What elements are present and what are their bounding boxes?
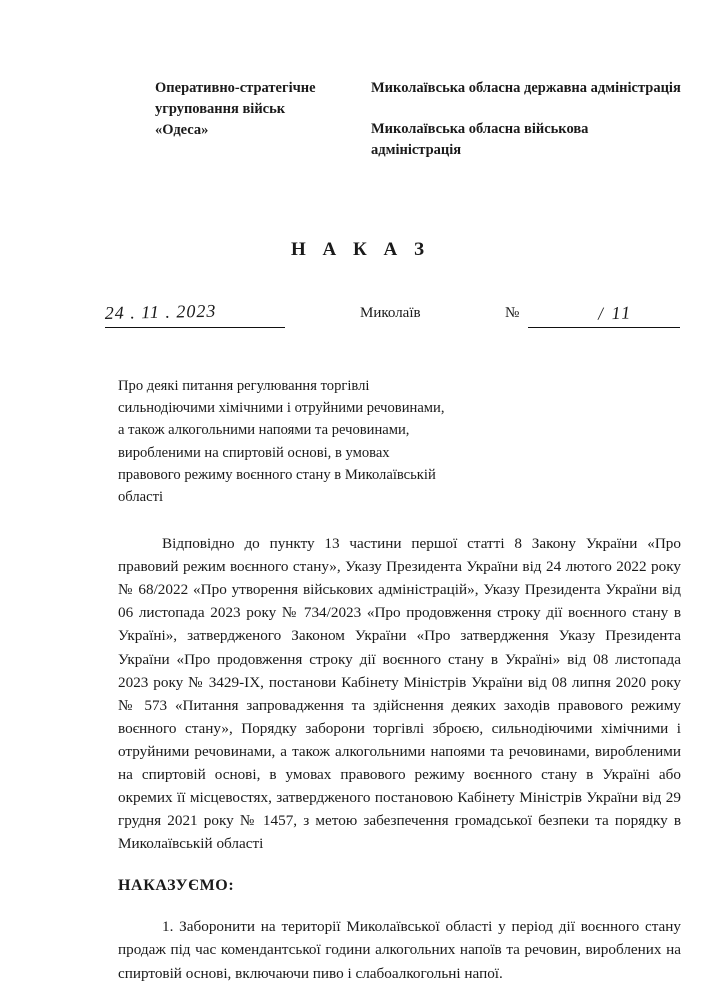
- document-subject: Про деякі питання регулювання торгівлі сильнодіючими хімічними і отруйними речовинами, а також алкогольними напоями та речовинами, виробленими на спиртовій основі, в умовах правового режиму воєнного стану в Миколаївській області: [118, 378, 445, 505]
- page-title: Н А К А З: [290, 239, 431, 261]
- header-left-line-3: «Одеса»: [155, 122, 209, 139]
- document-number-label: №: [505, 305, 520, 322]
- order-keyword: НАКАЗУЄМО:: [118, 877, 235, 895]
- document-meta-row: [0, 300, 721, 337]
- document-date: 24 . 11 . 2023: [104, 300, 217, 324]
- header-right-military-administration: Миколаївська обласна військова адміністрація: [371, 121, 589, 159]
- document-number-rule: [528, 327, 680, 328]
- document-body: [0, 532, 721, 855]
- header-left-line-1: Оперативно-стратегічне: [155, 80, 316, 96]
- clause-1: 1. Заборонити на території Миколаївської області у період дії воєнного стану продаж під час комендантської години алкогольних напоїв та речовин, вироблених на спиртовій основі, включаючи пиво і слабоалкогольні напої.: [118, 918, 681, 982]
- document-date-rule: [105, 327, 285, 328]
- header-left-organization: [155, 78, 365, 141]
- header-left-line-2: угруповання військ: [155, 101, 286, 118]
- document-place: Миколаїв: [360, 305, 421, 322]
- document-header: [0, 0, 721, 161]
- document-body-paragraph: Відповідно до пункту 13 частини першої статті 8 Закону України «Про правовий режим воєнного стану», Указу Президента України від 24 лютого 2022 року № 68/2022 «Про утворення військових адміністрацій», Указу Президента України від 06 листопада 2023 року № 734/2023 «Про продовження строку дії воєнного стану в Україні», затвердженого Законом України «Про затвердження Указу Президента України «Про продовження строку дії воєнного стану в Україні» від 08 листопада 2023 року № 3429-IX, постанови Кабінету Міністрів України від 08 липня 2020 року № 573 «Питання запровадження та здійснення деяких заходів правового режиму воєнного стану», Порядку заборони торгівлі зброєю, сильнодіючими хімічними і отруйними речовинами, а також алкогольними напоями та речовинами, виробленими на спиртовій основі, в умовах правового режиму воєнного стану в Україні або окремих її місцевостях, затвердженого постановою Кабінету Міністрів України від 29 грудня 2021 року № 1457, з метою забезпечення громадської безпеки та порядку в Миколаївській області: [118, 535, 681, 853]
- document-number-value: / 11: [597, 302, 633, 324]
- header-right-state-administration: Миколаївська обласна державна адміністрація: [371, 80, 681, 96]
- header-right-organizations: [365, 78, 681, 161]
